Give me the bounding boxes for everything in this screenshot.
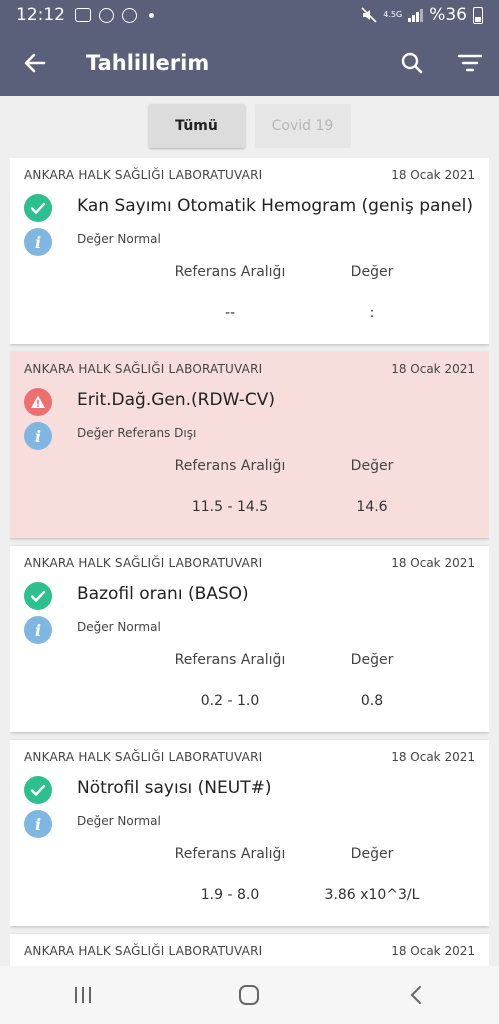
chevron-left-icon xyxy=(409,985,423,1005)
results-list[interactable] xyxy=(10,158,489,966)
filter-button[interactable] xyxy=(441,30,499,96)
result-date: 18 Ocak 2021 xyxy=(391,556,475,570)
tab-all[interactable]: Tümü xyxy=(149,104,245,148)
info-icon[interactable]: i xyxy=(24,616,52,644)
result-value: 3.86 x10^3/L xyxy=(324,887,420,903)
battery-percent: %36 xyxy=(429,5,467,25)
recent-apps-icon xyxy=(72,986,94,1004)
result-status-label: Değer Normal xyxy=(77,814,161,828)
gallery-notification-icon xyxy=(75,8,91,22)
value-header: Değer xyxy=(350,264,394,280)
value-header: Değer xyxy=(350,652,394,668)
search-button[interactable] xyxy=(383,30,441,96)
tab-covid-19[interactable]: Covid 19 xyxy=(255,104,351,148)
result-status-label: Değer Normal xyxy=(77,232,161,246)
lab-name: ANKARA HALK SAĞLIĞI LABORATUVARI xyxy=(24,168,263,182)
status-bar xyxy=(0,0,499,30)
result-date: 18 Ocak 2021 xyxy=(391,750,475,764)
home-button[interactable] xyxy=(219,966,279,1024)
check-circle-icon xyxy=(24,582,52,610)
filter-tabs xyxy=(0,104,499,148)
value-header: Değer xyxy=(350,458,394,474)
test-name: Bazofil oranı (BASO) xyxy=(77,584,249,604)
value-header: Değer xyxy=(350,846,394,862)
result-card[interactable] xyxy=(10,740,489,926)
info-icon[interactable]: i xyxy=(24,422,52,450)
result-card[interactable] xyxy=(10,934,489,966)
result-status-label: Değer Referans Dışı xyxy=(77,426,197,440)
signal-icon xyxy=(408,8,423,22)
result-value: 0.8 xyxy=(360,693,384,709)
result-date: 18 Ocak 2021 xyxy=(391,168,475,182)
recent-apps-button[interactable] xyxy=(53,966,113,1024)
test-name: Kan Sayımı Otomatik Hemogram (geniş panel) xyxy=(77,196,473,216)
more-notifications-icon xyxy=(149,13,154,18)
result-date: 18 Ocak 2021 xyxy=(391,362,475,376)
result-date: 18 Ocak 2021 xyxy=(391,944,475,958)
back-button[interactable] xyxy=(0,30,70,96)
info-icon[interactable]: i xyxy=(24,228,52,256)
reference-range-value: 0.2 - 1.0 xyxy=(200,693,260,709)
search-icon xyxy=(401,52,423,74)
reference-range-value: -- xyxy=(224,305,236,321)
system-back-button[interactable] xyxy=(386,966,446,1024)
filter-icon xyxy=(458,53,482,73)
warning-icon xyxy=(24,388,52,416)
system-nav-bar xyxy=(0,966,499,1024)
reference-range-header: Referans Aralığı xyxy=(174,264,286,280)
home-icon xyxy=(238,984,260,1006)
reference-range-value: 1.9 - 8.0 xyxy=(200,887,260,903)
test-name: Erit.Dağ.Gen.(RDW-CV) xyxy=(77,390,275,410)
status-time: 12:12 xyxy=(16,5,65,25)
lab-name: ANKARA HALK SAĞLIĞI LABORATUVARI xyxy=(24,750,263,764)
arrow-left-icon xyxy=(24,52,46,74)
result-card[interactable] xyxy=(10,546,489,732)
app-bar xyxy=(0,30,499,96)
mute-icon xyxy=(361,7,377,23)
result-value: 14.6 xyxy=(356,499,388,515)
reference-range-header: Referans Aralığı xyxy=(174,458,286,474)
chrome-notification-icon xyxy=(99,8,114,23)
notification-icons xyxy=(75,8,154,23)
result-card[interactable] xyxy=(10,158,489,344)
lab-name: ANKARA HALK SAĞLIĞI LABORATUVARI xyxy=(24,944,263,958)
lab-name: ANKARA HALK SAĞLIĞI LABORATUVARI xyxy=(24,556,263,570)
info-icon[interactable]: i xyxy=(24,810,52,838)
result-card[interactable] xyxy=(10,352,489,538)
result-value: : xyxy=(369,305,375,321)
result-status-label: Değer Normal xyxy=(77,620,161,634)
app-notification-icon xyxy=(122,8,137,23)
network-type: 4.5G xyxy=(383,10,403,19)
check-circle-icon xyxy=(24,776,52,804)
check-circle-icon xyxy=(24,194,52,222)
lab-name: ANKARA HALK SAĞLIĞI LABORATUVARI xyxy=(24,362,263,376)
reference-range-value: 11.5 - 14.5 xyxy=(191,499,269,515)
battery-icon xyxy=(473,7,483,24)
page-title: Tahlillerim xyxy=(86,51,210,75)
reference-range-header: Referans Aralığı xyxy=(174,846,286,862)
test-name: Nötrofil sayısı (NEUT#) xyxy=(77,778,272,798)
reference-range-header: Referans Aralığı xyxy=(174,652,286,668)
